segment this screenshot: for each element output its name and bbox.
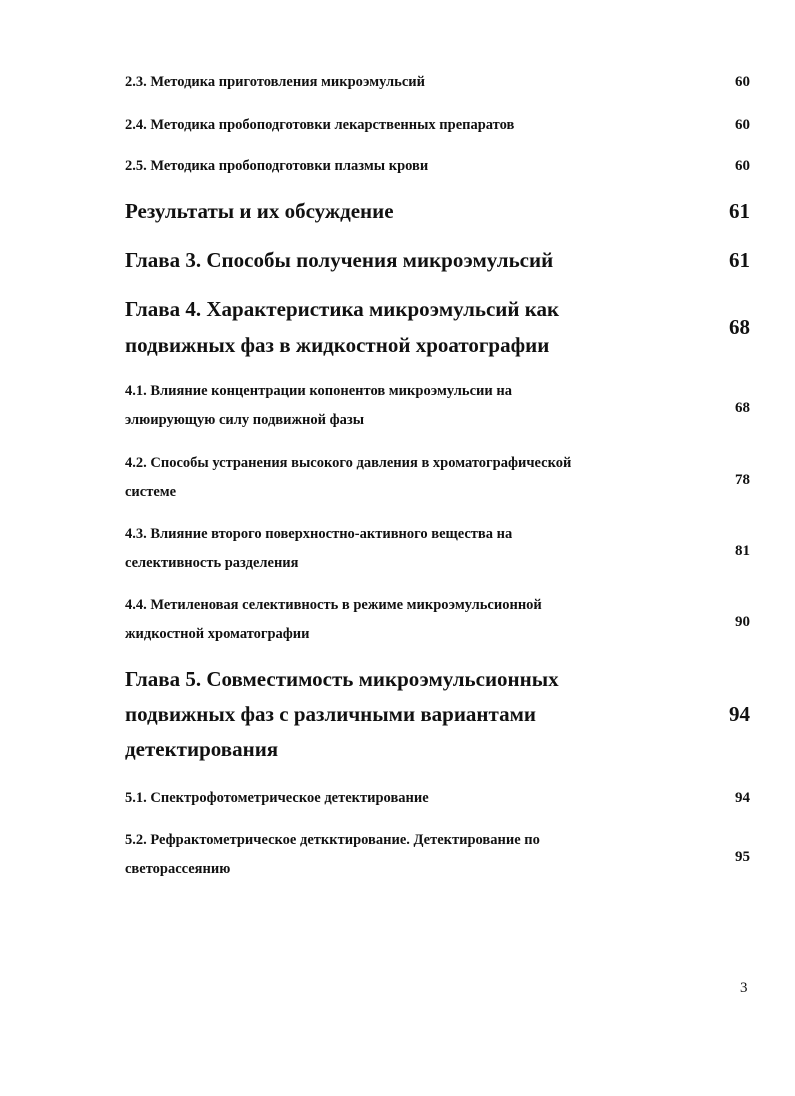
toc-entry-title-line: 4.2. Способы устранения высокого давления в хроматографической	[125, 455, 572, 471]
toc-entry-title-line: элюирующую силу подвижной фазы	[125, 412, 365, 428]
toc-page-number: 95	[735, 848, 750, 865]
toc-entry-title-line: светорассеянию	[125, 861, 231, 877]
toc-entry-title-line: подвижных фаз в жидкостной хроатографии	[125, 333, 550, 357]
toc-page-number: 60	[735, 158, 750, 174]
toc-entry-title-line: Глава 5. Совместимость микроэмульсионных	[125, 667, 559, 691]
toc-page-number: 68	[729, 315, 750, 339]
toc-entry-title-line: 5.1. Спектрофотометрическое детектирование	[125, 790, 429, 806]
toc-entry-title-line: системе	[125, 484, 177, 500]
toc-entry-title-line: 2.5. Методика пробоподготовки плазмы крови	[125, 158, 429, 174]
toc-entry-title-line: селективность разделения	[125, 555, 299, 571]
toc-entry-title-line: детектирования	[125, 737, 279, 761]
toc-page-number: 78	[735, 471, 750, 488]
toc-page-number: 61	[729, 199, 750, 223]
toc-page-number: 94	[729, 702, 750, 726]
toc-page-number: 94	[735, 790, 750, 806]
toc-entry-title-line: 4.3. Влияние второго поверхностно-активного вещества на	[125, 526, 513, 542]
toc-page-number: 81	[735, 542, 750, 559]
toc-entry-title-line: жидкостной хроматографии	[125, 626, 310, 642]
toc-entry-title-line: Глава 3. Способы получения микроэмульсий	[125, 248, 554, 272]
toc-entry-title-line: 5.2. Рефрактометрическое деткктирование. Детектирование по	[125, 832, 540, 848]
toc-entry-title-line: Результаты и их обсуждение	[125, 199, 394, 223]
toc-entry-title-line: подвижных фаз с различными вариантами	[125, 702, 537, 726]
toc-page-number: 61	[729, 248, 750, 272]
toc-entry-title-line: 2.4. Методика пробоподготовки лекарственных препаратов	[125, 117, 515, 133]
toc-entry-title-line: 2.3. Методика приготовления микроэмульсий	[125, 74, 425, 90]
toc-entry-title-line: 4.1. Влияние концентрации копонентов микроэмульсии на	[125, 383, 512, 399]
toc-page-number: 60	[735, 117, 750, 133]
toc-entry-title-line: Глава 4. Характеристика микроэмульсий как	[125, 297, 560, 321]
toc-entry-title-line: 4.4. Метиленовая селективность в режиме микроэмульсионной	[125, 597, 542, 613]
toc-page-number: 68	[735, 399, 750, 416]
page-number: 3	[740, 980, 748, 996]
toc-page-number: 60	[735, 74, 750, 90]
toc-page-number: 90	[735, 613, 750, 630]
